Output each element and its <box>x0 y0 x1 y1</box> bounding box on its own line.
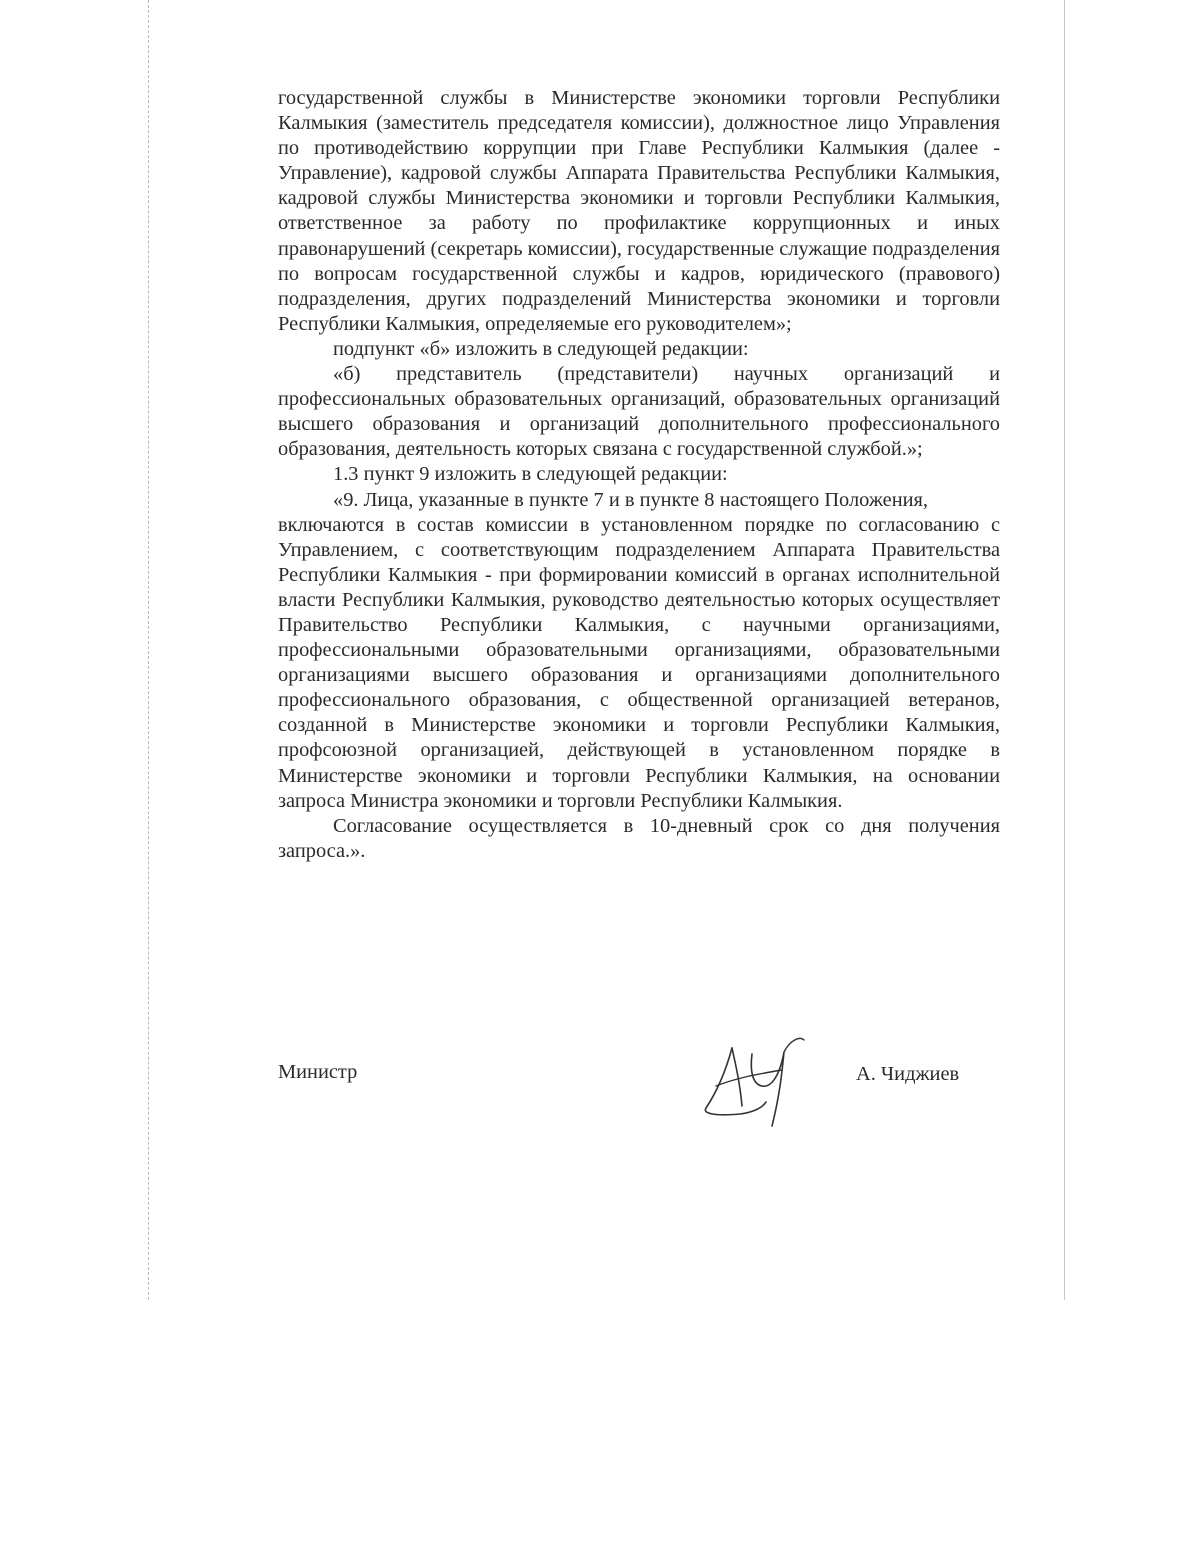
signatory-title: Министр <box>278 1061 358 1083</box>
paragraph-subclause-b-text: «б) представитель (представители) научных организаций и профессиональных образовательных организаций, образовательных организаций высшего образования и организаций дополнительного профессионального образования, деятельность которых связана с государственной службой.»; <box>278 363 1000 461</box>
document-body <box>278 86 1000 864</box>
paragraph-clause-1-3: 1.3 пункт 9 изложить в следующей редакции: <box>333 463 728 486</box>
scan-left-edge <box>148 0 149 1300</box>
paragraph-clause-9-body: включаются в состав комиссии в установленном порядке по согласованию с Управлением, с соответствующим подразделением Аппарата Правительства Республики Калмыкия - при формировании комиссий в органах исполнительной власти Республики Калмыкия, руководство деятельностью которых осуществляет Правительство Республики Калмыкия, с научными организациями, профессиональными образовательными организациями, образовательными организациями высшего образования и организациями дополнительного профессионального образования, с общественной организацией ветеранов, созданной в Министерстве экономики и торговли Республики Калмыкия, профсоюзной организацией, действующей в установленном порядке в Министерстве экономики и торговли Республики Калмыкия, на основании запроса Министра экономики и торговли Республики Калмыкия. <box>278 513 1000 812</box>
paragraph-clause-9-start: «9. Лица, указанные в пункте 7 и в пункте 8 настоящего Положения, <box>333 488 929 511</box>
signature-block <box>278 1030 978 1130</box>
handwritten-signature <box>696 1030 816 1130</box>
scan-right-edge <box>1064 0 1065 1300</box>
signatory-name: А. Чиджиев <box>856 1063 960 1085</box>
paragraph-approval-term: Согласование осуществляется в 10-дневный срок со дня получения запроса.». <box>278 814 1000 862</box>
paragraph-continuation: государственной службы в Министерстве экономики торговли Республики Калмыкия (заместитель председателя комиссии), должностное лицо Управления по противодействию коррупции при Главе Республики Калмыкия (далее - Управление), кадровой службы Аппарата Правительства Республики Калмыкия, кадровой службы Министерства экономики и торговли Республики Калмыкия, ответственное за работу по профилактике коррупционных и иных правонарушений (секретарь комиссии), государственные служащие подразделения по вопросам государственной службы и кадров, юридического (правового) подразделения, других подразделений Министерства экономики и торговли Республики Калмыкия, определяемые его руководителем»; <box>278 87 1000 335</box>
paragraph-subclause-b-intro: подпункт «б» изложить в следующей редакции: <box>333 337 749 360</box>
